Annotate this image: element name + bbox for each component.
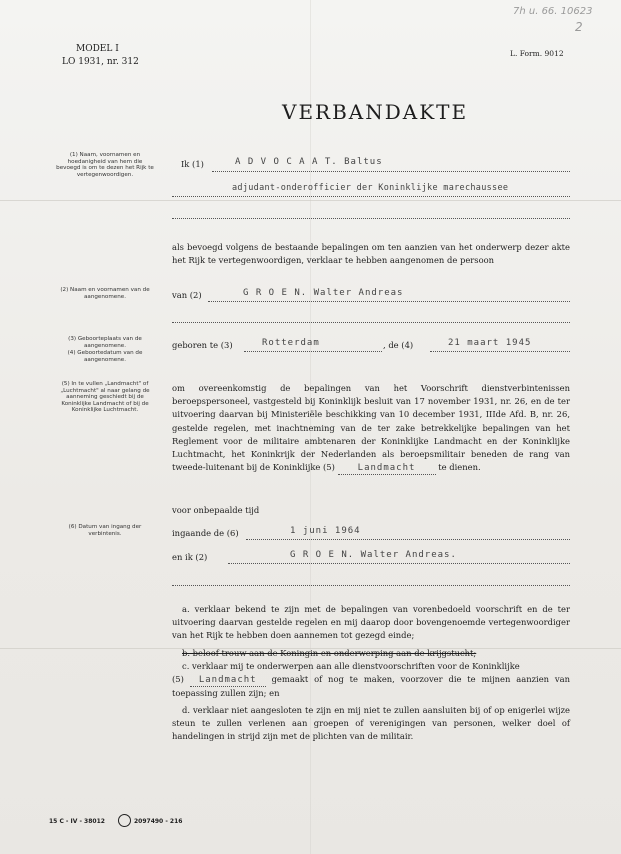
handwritten-reference: 7h u. 66. 10623 <box>513 6 593 17</box>
footer-code: 15 C - IV - 38012 <box>49 818 105 825</box>
unlimited-term: voor onbepaalde tijd <box>172 505 260 515</box>
margin-note-3: (3) Geboorteplaats van de aangenomene. <box>68 336 142 349</box>
handwritten-page-number: 2 <box>575 20 583 34</box>
clause-c-line2 <box>172 673 570 700</box>
clause-b: b. beloof trouw aan de Koningin en onderwerping aan de krijgstucht; <box>182 648 477 658</box>
clause-c-line1: c. verklaar mij te onderwerpen aan alle dienstvoorschriften voor de Koninklijke <box>182 661 520 671</box>
lo-label: LO 1931, nr. 312 <box>62 57 139 67</box>
intro-paragraph: als bevoegd volgens de bestaande bepalingen om ten aanzien van het onderwerp dezer akte het Rijk te vertegenwoordigen, verklaar te hebben aangenomen de persoon <box>172 242 570 266</box>
margin-note-6: (6) Datum van ingang der verbintenis. <box>68 524 142 537</box>
clause-a: a. verklaar bekend te zijn met de bepalingen van vorenbedoeld voorschrift en de ter uitvoering daarvan gestelde regelen en mij daarop door bovengenoemde vertegenwoordiger van het Rijk te hebben doen aannemen tot gezegd einde; <box>172 604 570 641</box>
dotted-line <box>172 196 570 197</box>
start-label: ingaande de (6) <box>172 528 239 538</box>
clause-c-branch: Landmacht <box>190 675 266 687</box>
ik-label: Ik (1) <box>181 159 204 169</box>
form-number: L. Form. 9012 <box>510 49 564 58</box>
margin-note-5: (5) In te vullen „Landmacht" of „Luchtmacht" al naar gelang de aanneming geschiedt bij de Koninklijke Landmacht of bij de Koninklijke Luchtmacht. <box>60 381 150 413</box>
document-title: VERBANDAKTE <box>282 100 469 124</box>
van-label: van (2) <box>172 290 202 300</box>
dotted-line <box>172 585 570 586</box>
te-dienen-text: te dienen. <box>438 462 481 473</box>
birth-place: Rotterdam <box>262 338 320 348</box>
dotted-line <box>172 218 570 219</box>
branch-value: Landmacht <box>338 463 436 475</box>
margin-note-2: (2) Naam en voornamen van de aangenomene. <box>60 287 150 300</box>
dotted-line <box>246 539 570 540</box>
date-label: , de (4) <box>383 340 414 350</box>
clause-c-ref: (5) <box>172 674 184 684</box>
main-paragraph <box>172 382 570 475</box>
clause-c-text: gemaakt of nog te maken, voorzover die te mijnen aanzien van toepassing zullen zijn; en <box>172 674 571 698</box>
birth-date: 21 maart 1945 <box>448 338 532 348</box>
start-date: 1 juni 1964 <box>290 526 361 536</box>
dotted-line <box>244 351 382 352</box>
representative-rank: adjudant-onderofficier der Koninklijke marechaussee <box>232 183 509 193</box>
dotted-line <box>430 351 570 352</box>
clause-d: d. verklaar niet aangesloten te zijn en mij niet te zullen aansluiten bij of op enigerlei wijze steun te zullen verlenen aan groepen of verenigingen van personen, welker doel of handelingen in strijd zijn met de plichten van de militair. <box>172 705 570 742</box>
margin-note-4: (4) Geboortedatum van de aangenomene. <box>67 350 143 363</box>
margin-note-1: (1) Naam, voornamen en hoedanigheid van hem die bevoegd is om te dezen het Rijk te vertegenwoordigen. <box>56 152 154 178</box>
main-paragraph-text: om overeenkomstig de bepalingen van het Voorschrift dienstverbintenissen beroepspersoneel, vastgesteld bij Koninklijk besluit van 17 november 1931, nr. 26, en de ter uitvoering daarvan bij Ministeriële beschikking van 10 december 1931, IIIde Afd. B, nr. 26, gestelde regelen, met inachtneming van de ter zake betrekkelijke bepalingen van het Reglement voor de militaire ambtenaren der Koninklijke Landmacht en der Koninklijke Luchtmacht, het Koninkrijk der Nederlanden als beroepsmilitair beneden de rang van tweede-luitenant bij de Koninklijke (5) <box>172 383 570 473</box>
representative-name: A D V O C A A T. Baltus <box>235 157 383 167</box>
footer-number: 2097490 - 216 <box>134 818 183 825</box>
recruit-name-declaration: G R O E N. Walter Andreas. <box>290 550 457 560</box>
model-label: MODEL I <box>76 44 119 54</box>
recruit-name: G R O E N. Walter Andreas <box>243 288 404 298</box>
printer-mark-icon <box>118 814 131 827</box>
dotted-line <box>228 563 570 564</box>
dotted-line <box>208 301 570 302</box>
dotted-line <box>212 171 570 172</box>
dotted-line <box>172 322 570 323</box>
en-ik-label: en ik (2) <box>172 552 208 562</box>
born-label: geboren te (3) <box>172 340 233 350</box>
